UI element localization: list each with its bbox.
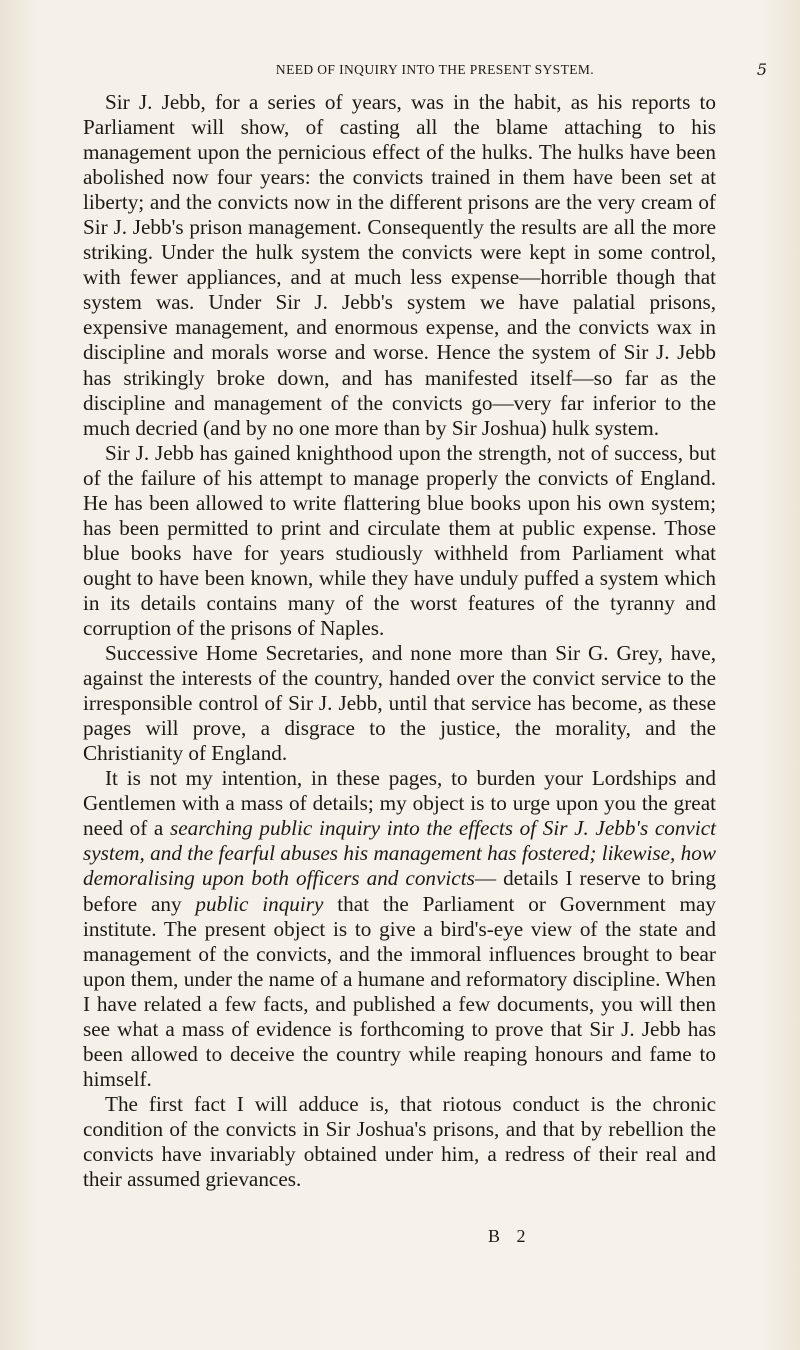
paragraph-2 — [83, 441, 716, 641]
paragraph-text: Successive Home Secretaries, and none more than Sir G. Grey, have, against the interests of the country, handed over the convict service to the irresponsible control of Sir J. Jebb, until that service has become, as these pages will prove, a disgrace to the justice, the morality, and the Christianity of England. — [83, 641, 716, 766]
paragraph-text: It is not my intention, in these pages, to burden your Lordships and Gentlemen with a mass of details; my object is to urge upon you the great need of a — [83, 766, 716, 841]
running-title: NEED OF INQUIRY INTO THE PRESENT SYSTEM. — [275, 62, 595, 77]
paragraph-1 — [83, 90, 716, 441]
page-number: 5 — [756, 60, 767, 79]
paragraph-text: Sir J. Jebb has gained knighthood upon the strength, not of success, but of the failure of his attempt to manage properly the convicts of England. He has been allowed to write flattering blue books upon his own system; has been permitted to print and circulate them at public expense. Those blue books have for years studiously withheld from Parliament what ought to have been known, while they have unduly puffed a system which in its details contains many of the worst features of the tyranny and corruption of the prisons of Naples. — [83, 440, 716, 640]
paragraph-4 — [83, 766, 716, 1092]
signature-mark: B 2 — [488, 1226, 532, 1246]
paragraph-text: The first fact I will adduce is, that riotous conduct is the chronic condition of the convicts in Sir Joshua's prisons, and that by rebellion the convicts have invariably obtained under him, a redress of their real and their assumed grievances. — [83, 1091, 716, 1192]
paragraph-text: — details I reserve to bring before any — [83, 866, 717, 916]
paragraph-5 — [83, 1092, 716, 1192]
paragraph-text: Sir J. Jebb, for a series of years, was in the habit, as his reports to Parliament will show, of casting all the blame attaching to his management upon the pernicious effect of the hulks. The hulks have been abolished now four years: the convicts trained in them have been set at liberty; and the convicts now in the different prisons are the very cream of Sir J. Jebb's prison management. Consequently the results are all the more striking. Under the hulk system the convicts were kept in some control, with fewer appliances, and at much less expense—horrible though that system was. Under Sir J. Jebb's system we have palatial prisons, expensive management, and enormous expense, and the convicts wax in discipline and morals worse and worse. Hence the system of Sir J. Jebb has strikingly broke down, and has manifested itself—so far as the discipline and management of the convicts go—very far inferior to the much decried (and by no one more than by Sir Joshua) hulk system. — [83, 90, 716, 440]
body-text — [83, 90, 716, 1192]
running-head — [85, 62, 785, 84]
paragraph-3 — [83, 641, 716, 766]
italic-emphasis: searching public inquiry into the effects of Sir J. Jebb's convict system, and the fearful abuses his management has fostered; likewise, how demoralising upon both officers and convicts — [83, 816, 717, 891]
italic-emphasis: public inquiry — [195, 891, 324, 916]
paragraph-text: that the Parliament or Government may institute. The present object is to give a bird's-eye view of the state and management of the convicts, and the immoral influences brought to bear upon them, under the name of a humane and reformatory discipline. When I have related a few facts, and published a few documents, you will then see what a mass of evidence is forthcoming to prove that Sir J. Jebb has been allowed to deceive the country while reaping honours and fame to himself. — [83, 891, 716, 1091]
